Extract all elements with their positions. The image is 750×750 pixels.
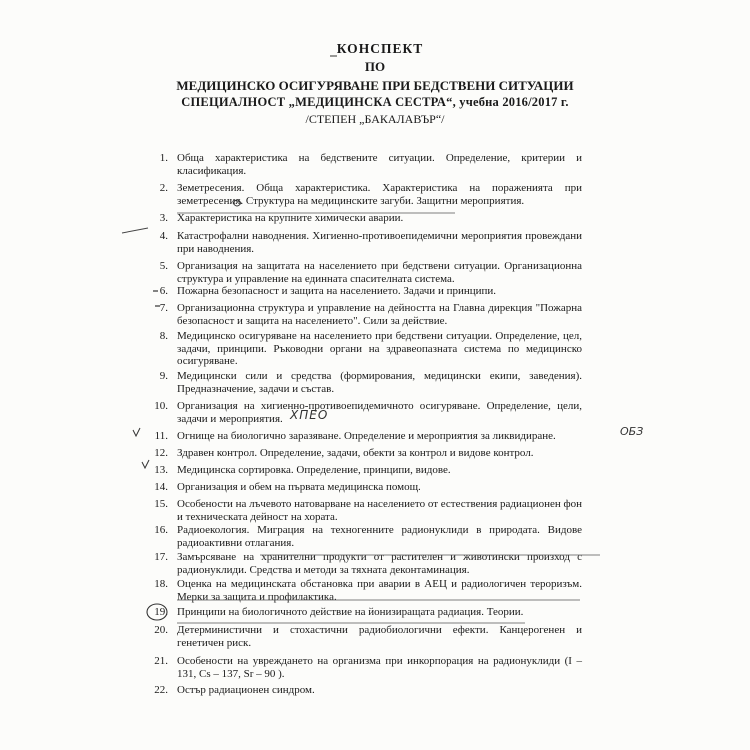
item-number: 9. [159, 370, 168, 382]
item-number: 22. [154, 684, 168, 696]
item-number: 18. [154, 578, 168, 590]
handwritten-note-hpeo: ХПЕО [290, 408, 329, 422]
item-number: 11. [154, 430, 168, 442]
item-number: 6. [159, 285, 168, 297]
item-text: Медицинска сортировка. Определение, принципи, видове. [177, 464, 451, 476]
specialty-line: СПЕЦИАЛНОСТ „МЕДИЦИНСКА СЕСТРА“, учебна 2016/2017 г. [181, 95, 569, 109]
item-text: Организационна структура и управление на дейността на Главна дирекция "Пожарна безопасност и защита на населението". Сили за действие. [177, 302, 582, 327]
item-text: Медицински сили и средства (формирования, медицински екипи, заведения). Предназначение, задачи и състав. [177, 370, 582, 395]
degree-line: /СТЕПЕН „БАКАЛАВЪР“/ [305, 112, 445, 126]
item-text: Катастрофални наводнения. Хигиенно-противоепидемични мероприятия провеждани при наводнения. [177, 230, 582, 255]
item-number: 12. [154, 447, 168, 459]
item-number: 15. [154, 498, 168, 510]
item-text: Детерминистични и стохастични радиобиологични ефекти. Канцерогенен и генетичен риск. [177, 624, 582, 649]
item-text: Обща характеристика на бедствените ситуации. Определение, критерии и класификация. [177, 152, 582, 177]
item-number: 10. [154, 400, 168, 412]
item-number: 1. [159, 152, 168, 164]
item-number: 13. [154, 464, 168, 476]
item-text: Пожарна безопасност и защита на населението. Задачи и принципи. [177, 285, 497, 297]
item-number: 2. [159, 182, 168, 194]
item-number: 3. [159, 212, 168, 224]
item-text: Характеристика на крупните химически аварии. [177, 212, 404, 224]
item-number: 14. [154, 481, 168, 493]
item-text: Огнище на биологично заразяване. Определение и мероприятия за ликвидиране. [177, 430, 556, 442]
title-preposition: ПО [364, 59, 386, 74]
item-number: 4. [159, 230, 168, 242]
item-text: Особености на увреждането на организма при инкорпорация на радионуклиди (I – 131, Cs – 137, Sr – 90 ). [177, 655, 582, 680]
handwritten-note-obz: ОБЗ [620, 425, 644, 438]
pen-mark [147, 604, 167, 620]
item-text: Медицинско осигуряване на населението при бедствени ситуации. Определение, цел, задачи, принципи. Ръководни органи на здравеопазната система по медицинско осигуряване. [177, 330, 582, 367]
item-number: 21. [154, 655, 168, 667]
item-number: 5. [159, 260, 168, 272]
item-text: Радиоекология. Миграция на техногенните радионуклиди в природата. Видове радиоактивни отлагания. [177, 524, 582, 549]
item-number: 20. [154, 624, 168, 636]
pen-mark [142, 460, 149, 468]
title: КОНСПЕКТ [336, 41, 424, 56]
item-number: 16. [154, 524, 168, 536]
item-text: Остър радиационен синдром. [177, 684, 315, 696]
pen-mark [133, 428, 140, 436]
pen-mark [233, 200, 241, 206]
item-number: 8. [159, 330, 168, 342]
item-text: Здравен контрол. Определение, задачи, обекти за контрол и видове контрол. [177, 447, 534, 459]
item-text: Организация и обем на първата медицинска помощ. [177, 481, 421, 493]
item-text: Принципи на биологичното действие на йонизиращата радиация. Теории. [177, 606, 524, 618]
item-number: 7. [159, 302, 168, 314]
subject-title: МЕДИЦИНСКО ОСИГУРЯВАНЕ ПРИ БЕДСТВЕНИ СИТУАЦИИ [176, 78, 574, 93]
item-number: 17. [154, 551, 168, 563]
item-text: Организация на хигиенно-противоепидемичното осигуряване. Определение, цели, задачи и мероприятия. [177, 400, 582, 425]
pen-mark [122, 228, 148, 233]
item-text: Организация на защитата на населението при бедствени ситуации. Организационна структура и управление на единната спасителната система. [177, 260, 582, 285]
item-text: Земетресения. Обща характеристика. Характеристика на пораженията при земетресения. Структура на медицинските загуби. Защитни мероприятия. [177, 182, 582, 207]
item-text: Оценка на медицинската обстановка при аварии в АЕЦ и радиологичен тероризъм. Мерки за защита и профилактика. [177, 578, 582, 603]
item-number: 19. [154, 606, 168, 618]
item-text: Замърсяване на хранителни продукти от растителен и животински произход с радионуклиди. Средства и методи за тяхната деконтаминация. [177, 551, 582, 576]
item-text: Особености на лъчевото натоварване на населението от естествения радиационен фон и техническата дейност на хората. [177, 498, 582, 523]
